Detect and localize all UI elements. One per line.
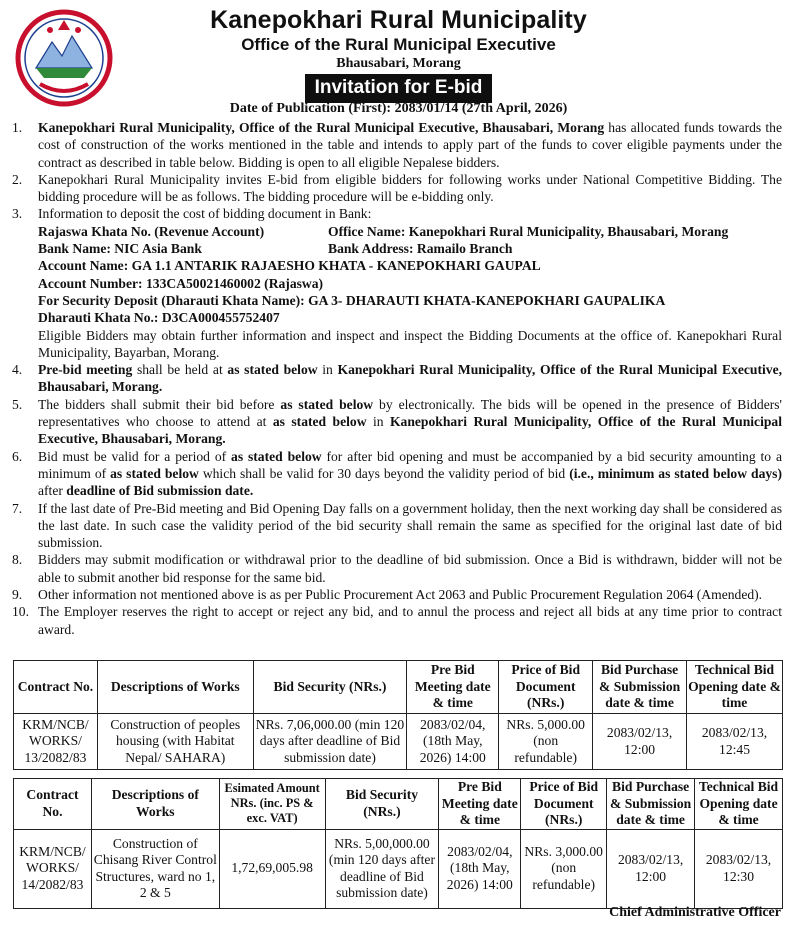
item-text xyxy=(38,119,782,171)
item-text: Kanepokhari Rural Municipality invites E-bid from eligible bidders for following works under National Competitive Bidding. The bidding procedure will be as follows. The bidding procedure will be e-bidding only. xyxy=(38,171,782,205)
page-title: Kanepokhari Rural Municipality xyxy=(210,6,587,34)
account-number: Account Number: 133CA50021460002 (Rajaswa) xyxy=(38,275,324,291)
table-cell: 2083/02/04, (18th May, 2026) 14:00 xyxy=(439,829,521,908)
table-cell: NRs. 5,000.00 (non refundable) xyxy=(499,714,593,770)
table-cell: KRM/NCB/ WORKS/ 14/2082/83 xyxy=(14,829,92,908)
item-text: Other information not mentioned above is as per Public Procurement Act 2063 and Public Procurement Regulation 2064 (Amended). xyxy=(38,587,763,603)
item-number: 8. xyxy=(12,552,23,568)
header-cell: Price of Bid Document (NRs.) xyxy=(521,779,607,830)
list-item xyxy=(12,205,782,361)
header-cell: Bid Purchase & Submission date & time xyxy=(593,661,687,714)
bank-row xyxy=(38,223,782,240)
item-text xyxy=(38,205,782,361)
item-number: 10. xyxy=(12,604,29,620)
bank-row xyxy=(38,240,782,257)
item-text: If the last date of Pre-Bid meeting and Bid Opening Day falls on a government holiday, then the next working day shall be considered as the last date. In such case the validity period of the bid security shall remain the same as specified for the original last date of bid submission. xyxy=(38,500,782,551)
table-cell: 2083/02/13, 12:00 xyxy=(607,829,695,908)
text: by electronically. The bids will be opened in the presence of Bidders' representatives who choose to attend at xyxy=(38,396,782,430)
list-item xyxy=(12,119,782,171)
signature-title: Chief Administrative Officer xyxy=(609,905,781,920)
table-cell: Construction of peoples housing (with Habitat Nepal/ SAHARA) xyxy=(97,714,253,770)
list-item xyxy=(12,500,782,552)
table-header-row xyxy=(14,779,783,830)
item-number: 9. xyxy=(12,587,23,603)
item-text xyxy=(38,361,782,396)
text: for after bid opening and must be accompanied by a bid security amounting to a minimum of xyxy=(38,448,783,481)
item-number: 5. xyxy=(12,396,23,412)
text: after xyxy=(38,483,67,499)
contract-table-2 xyxy=(13,778,783,909)
bold-text: (i.e., minimum as stated below days) xyxy=(569,465,782,481)
item-number: 2. xyxy=(12,171,23,187)
table-row xyxy=(14,829,783,908)
account-name: Account Name: GA 1.1 ANTARIK RAJAESHO KHATA - KANEPOKHARI GAUPAL xyxy=(38,258,541,274)
item-text: The Employer reserves the right to accept or reject any bid, and to annul the process and reject all bids at any time prior to contract award. xyxy=(38,604,782,637)
list-item xyxy=(12,551,782,586)
banner-container xyxy=(0,74,797,103)
dharauti-khata: Dharauti Khata No.: D3CA000455752407 xyxy=(38,310,280,326)
list-item xyxy=(12,586,782,603)
item-text xyxy=(38,448,782,500)
bank-address: Bank Address: Ramailo Branch xyxy=(328,241,513,257)
text: Bid must be valid for a period of xyxy=(38,448,232,464)
notice-body xyxy=(12,119,782,638)
text: The bidders shall submit their bid before xyxy=(38,396,281,412)
bold-text: Pre-bid meeting xyxy=(38,362,133,378)
text: in xyxy=(366,414,390,430)
item-number: 1. xyxy=(12,120,23,135)
table-cell: Construction of Chisang River Control Structures, ward no 1, 2 & 5 xyxy=(91,829,219,908)
table-header-row xyxy=(14,661,783,714)
office-location: Bhausabari, Morang xyxy=(336,56,461,71)
table-cell: NRs. 3,000.00 (non refundable) xyxy=(521,829,607,908)
table-cell: NRs. 5,00,000.00 (min 120 days after deadline of Bid submission date) xyxy=(325,829,439,908)
item-number: 3. xyxy=(12,206,23,222)
header-cell: Contract No. xyxy=(14,779,92,830)
bold-text: as stated below xyxy=(272,414,367,430)
table-cell: 2083/02/04, (18th May, 2026) 14:00 xyxy=(407,714,499,770)
contract-table-1 xyxy=(13,660,783,770)
bold-text: as stated below xyxy=(280,396,374,412)
table-cell: KRM/NCB/ WORKS/ 13/2082/83 xyxy=(14,714,98,770)
list-item xyxy=(12,396,782,448)
header-cell: Bid Purchase & Submission date & time xyxy=(607,779,695,830)
item-number: 7. xyxy=(12,500,23,516)
bold-text: Kanepokhari Rural Municipality, Office of the Rural Municipal Executive, Bhausabari, Morang xyxy=(38,120,605,135)
table-row xyxy=(14,714,783,770)
header-cell: Price of Bid Document (NRs.) xyxy=(499,661,593,714)
table-cell: 2083/02/13, 12:30 xyxy=(695,829,783,908)
bold-text: as stated below xyxy=(110,465,199,481)
text: which shall be valid for 30 days beyond the validity period of bid xyxy=(198,465,570,481)
header-cell: Esimated Amount NRs. (inc. PS & exc. VAT) xyxy=(219,779,325,830)
eligible-bidders-text: Eligible Bidders may obtain further information and inspect and inspect the Bidding Documents at the office of. Kanepokhari Rural Municipality, Bayarban, Morang. xyxy=(38,327,782,360)
bold-text: Kanepokhari Rural Municipality, Office of the Rural Municipal Executive, Bhausabari, Morang. xyxy=(38,362,782,395)
item-number: 6. xyxy=(12,448,23,464)
office-subtitle: Office of the Rural Municipal Executive xyxy=(241,35,556,54)
list-item xyxy=(12,603,782,638)
khata-label: Rajaswa Khata No. (Revenue Account) xyxy=(38,223,265,239)
header-cell: Descriptions of Works xyxy=(91,779,219,830)
header-cell: Bid Security (NRs.) xyxy=(253,661,407,714)
item-text: Bidders may submit modification or withdrawal prior to the deadline of bid submission. Once a Bid is withdrawn, bidder will not be able to submit another bid response for the same bid. xyxy=(38,552,782,585)
list-item xyxy=(12,361,782,396)
header-cell: Pre Bid Meeting date & time xyxy=(439,779,521,830)
bold-text: Kanepokhari Rural Municipality, Office of the Rural Municipal Executive, Bhausabari, Morang. xyxy=(38,414,782,447)
bold-text: as stated below xyxy=(227,362,318,378)
header-cell: Technical Bid Opening date & time xyxy=(687,661,783,714)
bank-name: Bank Name: NIC Asia Bank xyxy=(38,241,202,257)
security-deposit: For Security Deposit (Dharauti Khata Name): GA 3- DHARAUTI KHATA-KANEPOKHARI GAUPALIKA xyxy=(38,292,666,308)
table-cell: 2083/02/13, 12:00 xyxy=(593,714,687,770)
header-cell: Technical Bid Opening date & time xyxy=(695,779,783,830)
bold-text: as stated below xyxy=(231,448,322,464)
notice-banner: Invitation for E-bid xyxy=(305,74,493,103)
text: shall be held at xyxy=(132,362,228,378)
list-item xyxy=(12,171,782,206)
header-cell: Contract No. xyxy=(14,661,98,714)
bank-intro: Information to deposit the cost of bidding document in Bank: xyxy=(38,206,372,222)
publication-date: Date of Publication (First): 2083/01/14 (27th April, 2026) xyxy=(229,101,568,116)
header-cell: Descriptions of Works xyxy=(97,661,253,714)
header-cell: Pre Bid Meeting date & time xyxy=(407,661,499,714)
bold-text: deadline of Bid submission date. xyxy=(66,483,254,499)
text: in xyxy=(317,362,338,378)
item-text xyxy=(38,396,782,448)
list-item xyxy=(12,448,782,500)
table-cell: NRs. 7,06,000.00 (min 120 days after deadline of Bid submission date) xyxy=(253,714,407,770)
header-cell: Bid Security (NRs.) xyxy=(325,779,439,830)
office-name: Office Name: Kanepokhari Rural Municipality, Bhausabari, Morang xyxy=(328,223,729,239)
table-cell: 1,72,69,005.98 xyxy=(219,829,325,908)
text: has allocated funds towards the cost of construction of the works mentioned in the table and intends to apply part of the funds to cover eligible payments under the contract as described in table below. Bidding is open to all eligible Nepalese bidders. xyxy=(38,120,782,170)
table-cell: 2083/02/13, 12:45 xyxy=(687,714,783,770)
item-number: 4. xyxy=(12,362,23,378)
